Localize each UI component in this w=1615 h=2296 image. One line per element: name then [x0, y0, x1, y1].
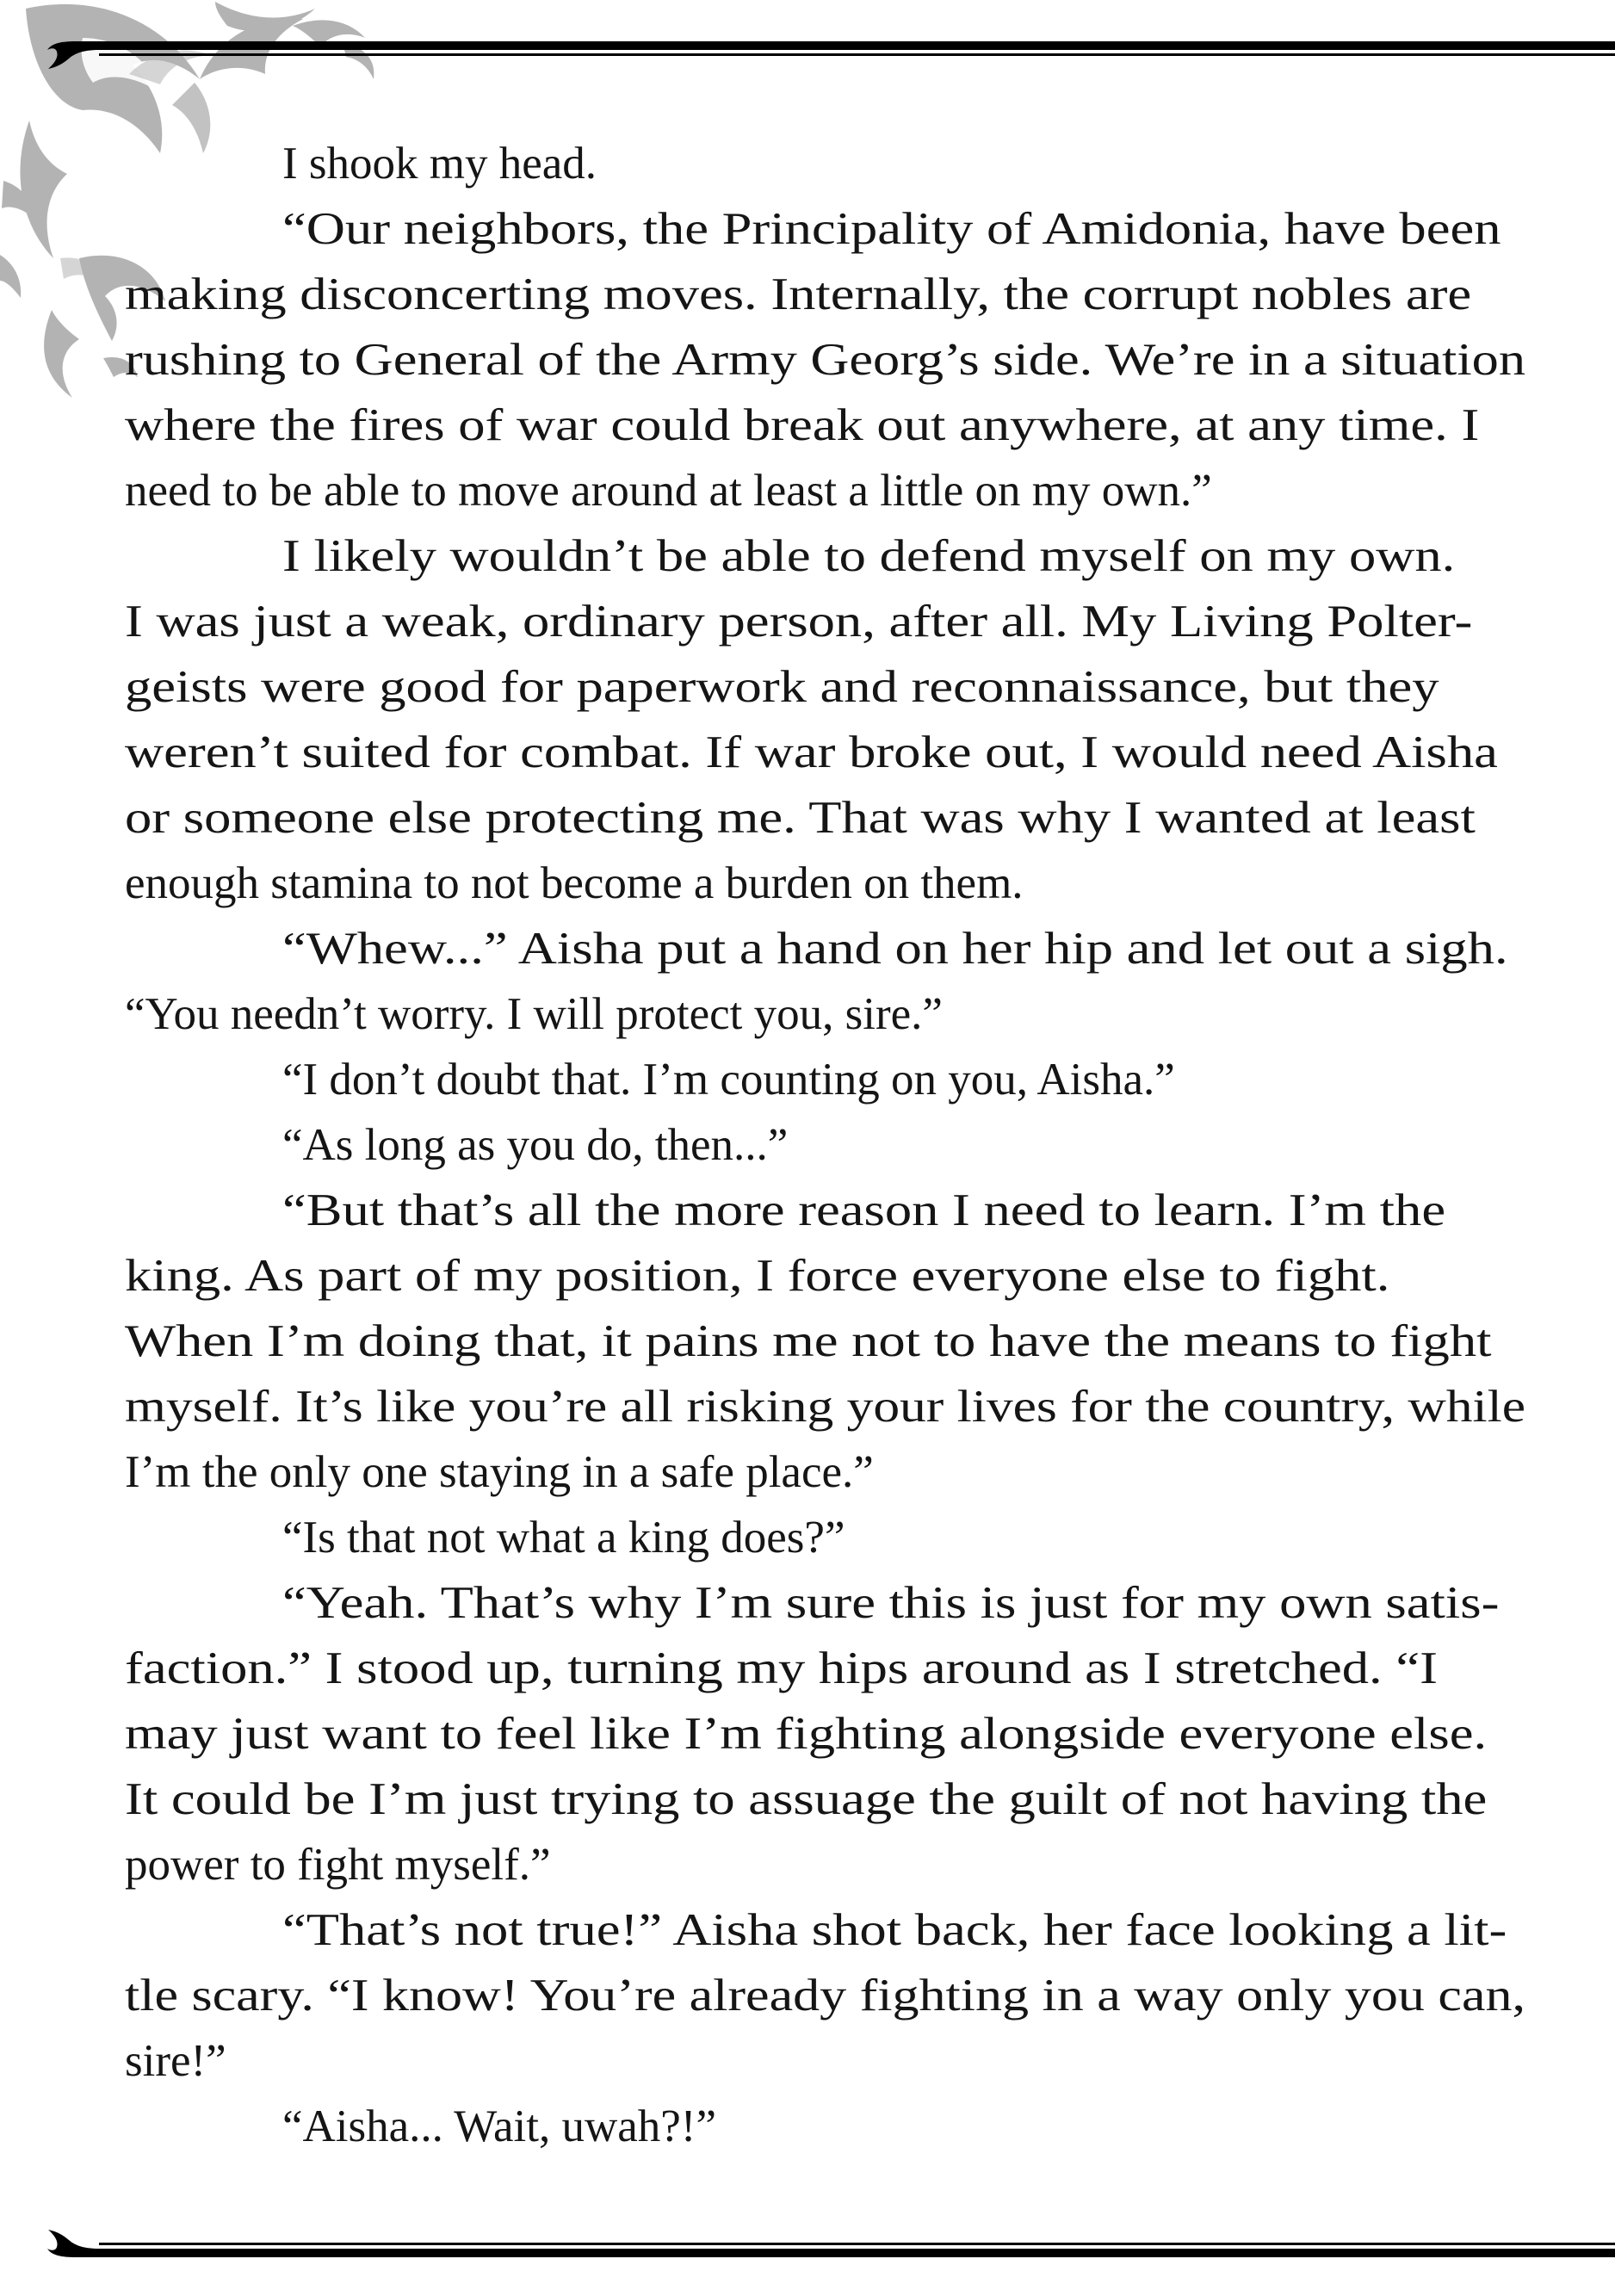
text-line: [125, 131, 1525, 196]
text-line: [125, 196, 1525, 262]
text-line: [125, 1636, 1525, 1701]
text-line-content: faction.” I stood up, turning my hips around as I stretched. “I: [125, 1643, 1438, 1693]
text-line-content: I was just a weak, ordinary person, after all. My Living Polter-: [125, 597, 1473, 647]
text-line-content: where the fires of war could break out anywhere, at any time. I: [125, 400, 1480, 450]
text-line-content: “You needn’t worry. I will protect you, sire.”: [125, 989, 943, 1039]
text-line-content: When I’m doing that, it pains me not to have the means to fight: [125, 1316, 1492, 1366]
text-line-content: weren’t suited for combat. If war broke out, I would need Aisha: [125, 727, 1498, 777]
text-line: [125, 1570, 1525, 1636]
text-line: [125, 720, 1525, 785]
text-line-content: It could be I’m just trying to assuage the guilt of not having the: [125, 1774, 1488, 1824]
text-line: [125, 654, 1525, 720]
text-line-content: “I don’t doubt that. I’m counting on you, Aisha.”: [282, 1055, 1175, 1105]
text-line-content: “As long as you do, then...”: [282, 1120, 789, 1170]
text-line-content: “Whew...” Aisha put a hand on her hip and let out a sigh.: [282, 924, 1508, 974]
text-line: [125, 523, 1525, 589]
text-line-content: making disconcerting moves. Internally, the corrupt nobles are: [125, 269, 1472, 319]
text-line: [125, 1505, 1525, 1570]
bottom-rule-ornament: [0, 2222, 1615, 2260]
text-line-content: need to be able to move around at least a little on my own.”: [125, 466, 1212, 516]
text-line-content: “But that’s all the more reason I need to learn. I’m the: [282, 1185, 1446, 1235]
text-line: [125, 1963, 1525, 2028]
text-line-content: king. As part of my position, I force everyone else to fight.: [125, 1251, 1390, 1301]
text-line: [125, 916, 1525, 981]
text-line-content: enough stamina to not become a burden on them.: [125, 858, 1024, 908]
text-line: [125, 393, 1525, 458]
text-line: [125, 1701, 1525, 1767]
text-line: [125, 262, 1525, 327]
text-line: [125, 1112, 1525, 1178]
text-line-content: I’m the only one staying in a safe place.”: [125, 1447, 874, 1497]
text-line: [125, 2094, 1525, 2159]
text-line-content: “Aisha... Wait, uwah?!”: [282, 2101, 716, 2151]
text-line-content: rushing to General of the Army Georg’s side. We’re in a situation: [125, 335, 1525, 385]
text-line-content: “Our neighbors, the Principality of Amidonia, have been: [282, 204, 1501, 254]
text-line-content: “Is that not what a king does?”: [282, 1513, 845, 1563]
text-line: [125, 327, 1525, 393]
text-line: [125, 1178, 1525, 1243]
text-line: [125, 1767, 1525, 1832]
text-line: [125, 785, 1525, 851]
text-line: [125, 1439, 1525, 1505]
text-line-content: “That’s not true!” Aisha shot back, her face looking a lit-: [282, 1905, 1507, 1955]
top-rule-ornament: [0, 39, 1615, 77]
text-line: [125, 1309, 1525, 1374]
text-line: [125, 1897, 1525, 1963]
text-line-content: tle scary. “I know! You’re already fighting in a way only you can,: [125, 1971, 1526, 2021]
text-line: [125, 1243, 1525, 1309]
text-line: [125, 1832, 1525, 1897]
body-text: [125, 131, 1525, 2159]
text-line-content: sire!”: [125, 2036, 226, 2086]
text-line: [125, 1047, 1525, 1112]
text-line-content: myself. It’s like you’re all risking your lives for the country, while: [125, 1382, 1525, 1432]
text-line: [125, 851, 1525, 916]
text-line-content: “Yeah. That’s why I’m sure this is just for my own satis-: [282, 1578, 1500, 1628]
text-line-content: may just want to feel like I’m fighting alongside everyone else.: [125, 1709, 1488, 1759]
text-line: [125, 2028, 1525, 2094]
text-line-content: power to fight myself.”: [125, 1840, 551, 1890]
text-line-content: I likely wouldn’t be able to defend myself on my own.: [282, 531, 1456, 581]
text-line-content: or someone else protecting me. That was why I wanted at least: [125, 793, 1476, 843]
text-line-content: geists were good for paperwork and reconnaissance, but they: [125, 662, 1439, 712]
text-line: [125, 981, 1525, 1047]
text-line-content: I shook my head.: [282, 139, 597, 189]
text-line: [125, 589, 1525, 654]
text-line: [125, 1374, 1525, 1439]
text-line: [125, 458, 1525, 523]
